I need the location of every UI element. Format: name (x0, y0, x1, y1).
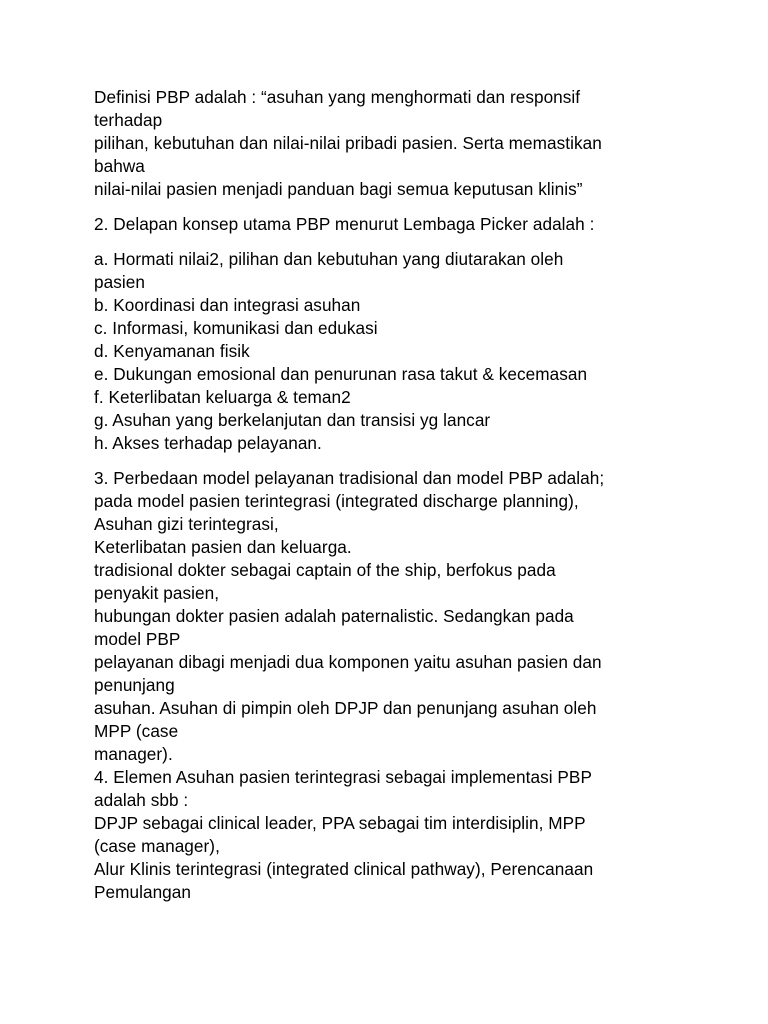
text-line: 4. Elemen Asuhan pasien terintegrasi sebagai implementasi PBP (94, 767, 592, 787)
paragraph-spacer (94, 201, 684, 213)
paragraph-eight-concepts-heading (94, 213, 684, 236)
text-line: 3. Perbedaan model pelayanan tradisional dan model PBP adalah; (94, 468, 605, 488)
text-line: 2. Delapan konsep utama PBP menurut Lembaga Picker adalah : (94, 214, 595, 234)
list-item: b. Koordinasi dan integrasi asuhan (94, 295, 361, 315)
text-line: Asuhan gizi terintegrasi, (94, 514, 279, 534)
list-item: g. Asuhan yang berkelanjutan dan transisi yg lancar (94, 410, 491, 430)
list-item: c. Informasi, komunikasi dan edukasi (94, 318, 378, 338)
paragraph-concept-list (94, 248, 684, 455)
list-item: e. Dukungan emosional dan penurunan rasa takut & kecemasan (94, 364, 588, 384)
text-line: tradisional dokter sebagai captain of the ship, berfokus pada (94, 560, 556, 580)
list-item: h. Akses terhadap pelayanan. (94, 433, 322, 453)
text-line: manager). (94, 744, 173, 764)
list-item: a. Hormati nilai2, pilihan dan kebutuhan yang diutarakan oleh (94, 249, 564, 269)
text-line: penyakit pasien, (94, 583, 220, 603)
text-line: Alur Klinis terintegrasi (integrated clinical pathway), Perencanaan (94, 859, 594, 879)
text-line: DPJP sebagai clinical leader, PPA sebagai tim interdisiplin, MPP (94, 813, 586, 833)
text-line: (case manager), (94, 836, 220, 856)
text-line: terhadap (94, 110, 163, 130)
text-line: Keterlibatan pasien dan keluarga. (94, 537, 352, 557)
text-line: Pemulangan (94, 882, 192, 902)
text-line: hubungan dokter pasien adalah paternalistic. Sedangkan pada (94, 606, 574, 626)
list-item: pasien (94, 272, 145, 292)
list-item: f. Keterlibatan keluarga & teman2 (94, 387, 351, 407)
list-item: d. Kenyamanan fisik (94, 341, 250, 361)
text-line: bahwa (94, 156, 145, 176)
text-line: pada model pasien terintegrasi (integrated discharge planning), (94, 491, 579, 511)
text-line: Definisi PBP adalah : “asuhan yang menghormati dan responsif (94, 87, 581, 107)
text-line: pilihan, kebutuhan dan nilai-nilai pribadi pasien. Serta memastikan (94, 133, 602, 153)
text-line: penunjang (94, 675, 175, 695)
text-line: asuhan. Asuhan di pimpin oleh DPJP dan penunjang asuhan oleh (94, 698, 597, 718)
text-line: nilai-nilai pasien menjadi panduan bagi semua keputusan klinis” (94, 179, 583, 199)
text-line: pelayanan dibagi menjadi dua komponen yaitu asuhan pasien dan (94, 652, 602, 672)
text-line: adalah sbb : (94, 790, 189, 810)
text-line: MPP (case (94, 721, 179, 741)
document-page (94, 86, 684, 904)
paragraph-definition (94, 86, 684, 201)
paragraph-spacer (94, 236, 684, 248)
text-line: model PBP (94, 629, 181, 649)
paragraph-model-comparison (94, 467, 684, 904)
paragraph-spacer (94, 455, 684, 467)
